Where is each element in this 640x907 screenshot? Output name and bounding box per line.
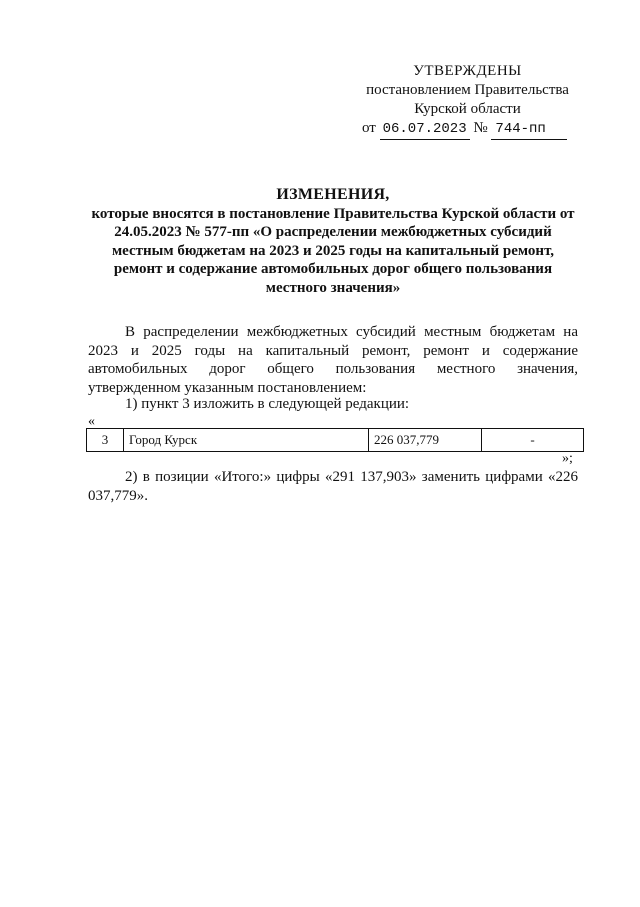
number-prefix: № bbox=[473, 120, 488, 136]
quote-open: « bbox=[88, 414, 95, 429]
decree-date: 06.07.2023 bbox=[380, 120, 470, 140]
paragraph-item-1: 1) пункт 3 изложить в следующей редакции: bbox=[125, 396, 410, 412]
amount-2025-cell: - bbox=[482, 429, 584, 452]
paragraph-item-2: 2) в позиции «Итого:» цифры «291 137,903» заменить цифрами «226 037,779». bbox=[88, 469, 578, 504]
approval-line-1: постановлением Правительства bbox=[366, 82, 569, 98]
date-prefix: от bbox=[362, 120, 376, 136]
document-title: ИЗМЕНЕНИЯ, bbox=[276, 186, 390, 203]
decree-number: 744-пп bbox=[491, 120, 567, 140]
amendment-table bbox=[86, 428, 584, 452]
paragraph-intro: В распределении межбюджетных субсидий местным бюджетам на 2023 и 2025 годы на капитальный ремонт, ремонт и содержание автомобильных дорог общего пользования местного значения, утвержденном указанным постановлением: bbox=[88, 324, 578, 396]
document-heading bbox=[88, 186, 578, 297]
amount-2023-cell: 226 037,779 bbox=[369, 429, 482, 452]
row-number-cell: 3 bbox=[87, 429, 124, 452]
quote-close: »; bbox=[562, 451, 573, 466]
approval-stamp bbox=[360, 62, 575, 140]
document-subtitle: которые вносятся в постановление Правительства Курской области от 24.05.2023 № 577-пп «О распределении межбюджетных субсидий местным бюджетам на 2023 и 2025 годы на капитальный ремонт, ремонт и содержание автомобильных дорог общего пользования местного значения» bbox=[91, 205, 575, 296]
municipality-cell: Город Курск bbox=[124, 429, 369, 452]
approval-title: УТВЕРЖДЕНЫ bbox=[413, 63, 522, 79]
decree-line bbox=[362, 119, 575, 140]
approval-line-2: Курской области bbox=[414, 101, 521, 117]
table-row bbox=[87, 429, 584, 452]
